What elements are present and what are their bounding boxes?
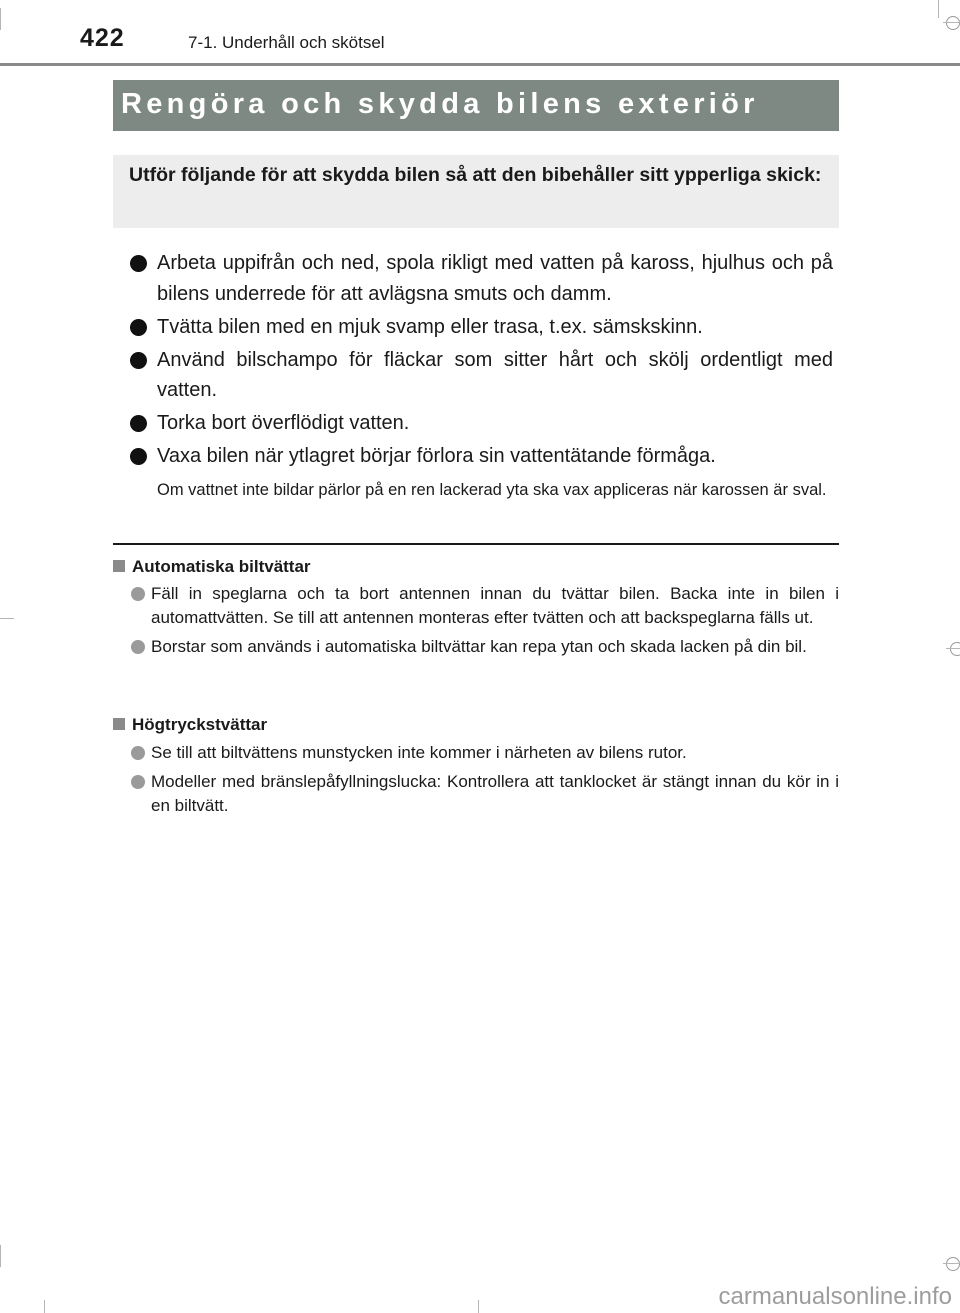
registration-mark-icon	[946, 1257, 960, 1271]
list-item	[131, 741, 839, 765]
bullet-icon	[131, 640, 145, 654]
list-item-text: Använd bilschampo för fläckar som sitter hårt och skölj ordentligt med vatten.	[157, 348, 833, 401]
crop-mark	[44, 1300, 45, 1313]
page-title: Rengöra och skydda bilens exteriör	[121, 88, 759, 120]
crop-mark	[943, 1263, 960, 1264]
crop-mark	[943, 22, 960, 23]
crop-mark	[0, 1245, 1, 1267]
bullet-icon	[130, 255, 147, 272]
bullet-icon	[130, 415, 147, 432]
list-item-text: Torka bort överflödigt vatten.	[157, 412, 410, 434]
section-heading-text: Automatiska biltvättar	[132, 557, 311, 576]
crop-mark	[946, 648, 960, 649]
automatic-car-wash-list	[131, 582, 839, 664]
section-heading-automatic-car-wash	[113, 557, 311, 577]
intro-text: Utför följande för att skydda bilen så att den bibehåller sitt ypperliga skick:	[129, 164, 822, 186]
registration-mark-icon	[946, 16, 960, 30]
crop-mark	[0, 618, 14, 619]
page-number: 422	[80, 24, 125, 52]
list-item	[131, 582, 839, 630]
intro-box	[113, 155, 839, 228]
square-bullet-icon	[113, 560, 125, 572]
list-item-text: Tvätta bilen med en mjuk svamp eller trasa, t.ex. sämskskinn.	[157, 315, 703, 338]
section-divider	[113, 543, 839, 545]
crop-mark	[938, 0, 939, 18]
section-title-bar	[113, 80, 839, 131]
list-item	[130, 312, 833, 343]
list-item-text: Se till att biltvättens munstycken inte kommer i närheten av bilens rutor.	[151, 743, 687, 762]
section-heading-text: Högtryckstvättar	[132, 715, 268, 734]
list-item-text: Fäll in speglarna och ta bort antennen innan du tvättar bilen. Backa inte in bilen i automattvätten. Se till att antennen monteras efter tvätten och att backspeglarna fälls ut.	[151, 584, 839, 627]
list-item-text: Borstar som används i automatiska biltvättar kan repa ytan och skada lacken på din bil.	[151, 637, 807, 656]
section-heading-high-pressure-wash	[113, 715, 267, 735]
registration-mark-icon	[950, 642, 960, 656]
chapter-title: 7-1. Underhåll och skötsel	[188, 33, 385, 52]
bullet-icon	[131, 587, 145, 601]
list-item-text: Vaxa bilen när ytlagret börjar förlora sin vattentätande förmåga.	[157, 445, 716, 467]
list-item	[131, 635, 839, 659]
bullet-icon	[130, 319, 147, 336]
bullet-icon	[131, 775, 145, 789]
bullet-icon	[130, 448, 147, 465]
square-bullet-icon	[113, 718, 125, 730]
list-item-text: Modeller med bränslepåfyllningslucka: Kontrollera att tanklocket är stängt innan du kör in i en biltvätt.	[151, 772, 839, 815]
list-item	[130, 441, 833, 472]
crop-mark	[478, 1300, 479, 1313]
list-item	[130, 345, 833, 406]
watermark: carmanualsonline.info	[718, 1283, 952, 1310]
note-text: Om vattnet inte bildar pärlor på en ren lackerad yta ska vax appliceras när karossen är sval.	[157, 481, 827, 499]
crop-mark	[0, 8, 1, 30]
high-pressure-wash-list	[131, 741, 839, 823]
bullet-icon	[131, 746, 145, 760]
list-item	[130, 248, 833, 309]
bullet-icon	[130, 352, 147, 369]
list-item	[130, 408, 833, 439]
step-list	[130, 248, 833, 474]
list-item-text: Arbeta uppifrån och ned, spola rikligt med vatten på kaross, hjulhus och på bilens underrede för att avlägsna smuts och damm.	[157, 252, 833, 305]
header-divider	[0, 63, 960, 66]
list-item	[131, 770, 839, 818]
